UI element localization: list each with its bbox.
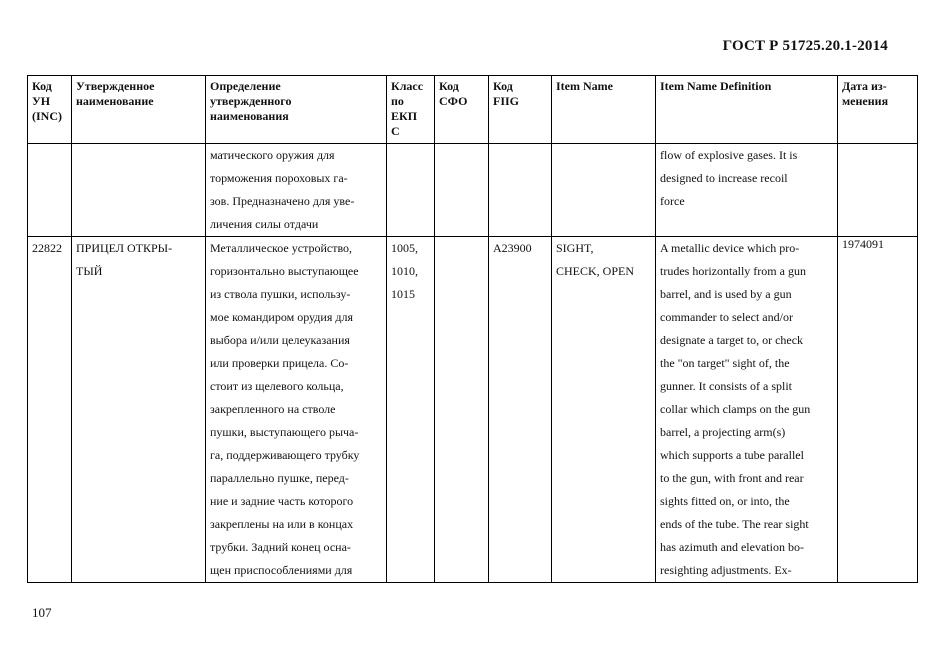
cell-definition-ru: Металлическое устройство, горизонтально выступающее из ствола пушки, использу- мое командиром орудия для выбора и/или целеуказания или проверки прицела. Со- стоит из щелевого кольца, закрепленного на стволе пушки, выступающего рыча- га, поддерживающего трубку параллельно пушке, перед- ние и задние часть которого закреплены на или в концах трубки. Задний конец осна- щен приспособлениями для [206, 237, 387, 583]
cell-class [387, 144, 435, 237]
cell-name-ru: ПРИЦЕЛ ОТКРЫ- ТЫЙ [72, 237, 206, 583]
col-header-approved-name: Утвержденное наименование [72, 76, 206, 144]
col-header-item-definition: Item Name Definition [656, 76, 838, 144]
spec-table [27, 75, 918, 583]
table-row-main [28, 237, 918, 583]
cell-sfo [435, 144, 489, 237]
cell-class: 1005, 1010, 1015 [387, 237, 435, 583]
col-header-definition-ru: Определение утвержденного наименования [206, 76, 387, 144]
col-header-inc: Код УН (INC) [28, 76, 72, 144]
col-header-class: Класс по ЕКП С [387, 76, 435, 144]
col-header-item-name: Item Name [552, 76, 656, 144]
cell-fiig [489, 144, 552, 237]
cell-name-ru [72, 144, 206, 237]
col-header-change-date: Дата из- менения [838, 76, 918, 144]
document-code-header: ГОСТ Р 51725.20.1-2014 [722, 38, 888, 54]
table-row-continuation [28, 144, 918, 237]
cell-change-date [838, 144, 918, 237]
col-header-fiig: Код FIIG [489, 76, 552, 144]
cell-definition-en: A metallic device which pro- trudes horizontally from a gun barrel, and is used by a gun commander to select and/or designate a target to, or check the "on target" sight of, the gunner. It consists of a split collar which clamps on the gun barrel, a projecting arm(s) which supports a tube parallel to the gun, with front and rear sights fitted on, or into, the ends of the tube. The rear sight has azimuth and elevation bo- resighting adjustments. Ex- [656, 237, 838, 583]
header-row [28, 76, 918, 144]
col-header-sfo: Код СФО [435, 76, 489, 144]
cell-inc: 22822 [28, 237, 72, 583]
cell-item-name [552, 144, 656, 237]
page-number: 107 [32, 605, 52, 620]
cell-item-name: SIGHT, CHECK, OPEN [552, 237, 656, 583]
cell-inc [28, 144, 72, 237]
cell-sfo [435, 237, 489, 583]
cell-definition-en: flow of explosive gases. It is designed to increase recoil force [656, 144, 838, 237]
cell-fiig: A23900 [489, 237, 552, 583]
cell-change-date: 1974091 [838, 237, 918, 583]
cell-definition-ru: матического оружия для торможения пороховых га- зов. Предназначено для уве- личения силы отдачи [206, 144, 387, 237]
